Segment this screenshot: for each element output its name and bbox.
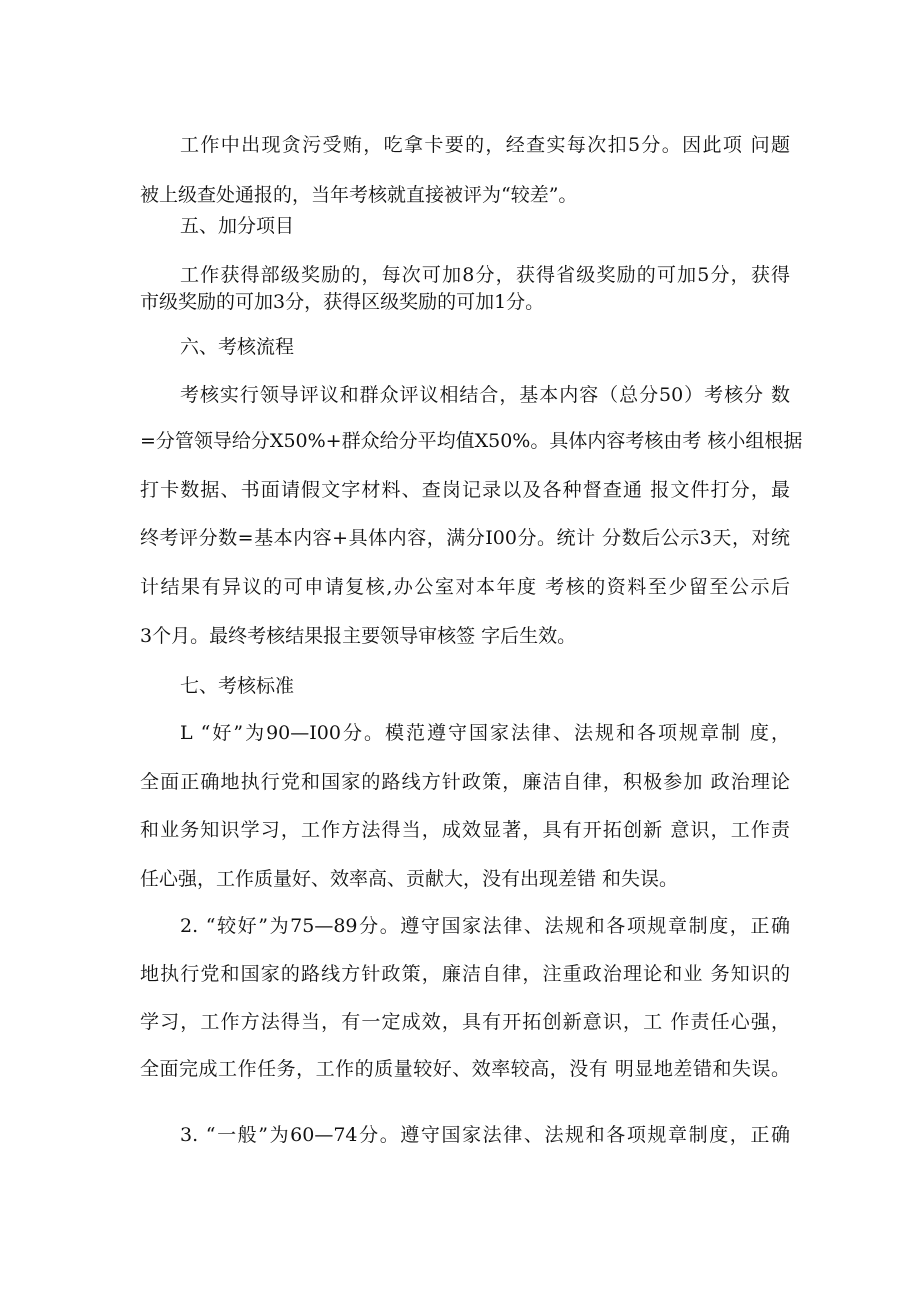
paragraph-line: 被上级查处通报的，当年考核就直接被评为“较差”。 xyxy=(140,184,578,206)
paragraph-line: 市级奖励的可加3分，获得区级奖励的可加1分。 xyxy=(140,291,545,313)
paragraph-line: 2. “较好”为75—89分。遵守国家法律、法规和各项规章制度，正确 xyxy=(180,915,790,937)
section-heading-bonus: 五、加分项目 xyxy=(180,215,295,237)
paragraph-line: 3. “一般”为60—74分。遵守国家法律、法规和各项规章制度，正确 xyxy=(180,1124,790,1146)
paragraph-line: L “好”为90—I00分。模范遵守国家法律、法规和各项规章制 度， xyxy=(180,722,790,744)
paragraph-line: 任心强，工作质量好、效率高、贡献大，没有出现差错 和失误。 xyxy=(140,868,679,890)
section-heading-process: 六、考核流程 xyxy=(180,336,295,358)
paragraph-line: =分管领导给分X50%+群众给分平均值X50%。具体内容考核由考 核小组根据 xyxy=(140,430,803,452)
paragraph-line: 学习，工作方法得当，有一定成效，具有开拓创新意识，工 作责任心强， xyxy=(140,1011,790,1033)
paragraph-line: 考核实行领导评议和群众评议相结合，基本内容（总分50）考核分 数 xyxy=(180,384,790,406)
paragraph-line: 全面正确地执行党和国家的路线方针政策，廉洁自律，积极参加 政治理论 xyxy=(140,771,790,793)
paragraph-line: 全面完成工作任务，工作的质量较好、效率较高，没有 明显地差错和失误。 xyxy=(140,1058,790,1080)
paragraph-line: 3个月。最终考核结果报主要领导审核签 字后生效。 xyxy=(140,625,577,647)
paragraph-line: 工作获得部级奖励的，每次可加8分，获得省级奖励的可加5分，获得 xyxy=(180,264,790,286)
paragraph-line: 地执行党和国家的路线方针政策，廉洁自律，注重政治理论和业 务知识的 xyxy=(140,963,790,985)
paragraph-line: 计结果有异议的可申请复核,办公室对本年度 考核的资料至少留至公示后 xyxy=(140,576,790,598)
paragraph-line: 打卡数据、书面请假文字材料、查岗记录以及各种督查通 报文件打分，最 xyxy=(140,479,790,501)
paragraph-line: 和业务知识学习，工作方法得当，成效显著，具有开拓创新 意识，工作责 xyxy=(140,819,790,841)
section-heading-standards: 七、考核标准 xyxy=(180,675,295,697)
paragraph-line: 终考评分数=基本内容+具体内容，满分I00分。统计 分数后公示3天，对统 xyxy=(140,527,790,549)
paragraph-line: 工作中出现贪污受贿，吃拿卡要的，经查实每次扣5分。因此项 问题 xyxy=(180,134,790,156)
